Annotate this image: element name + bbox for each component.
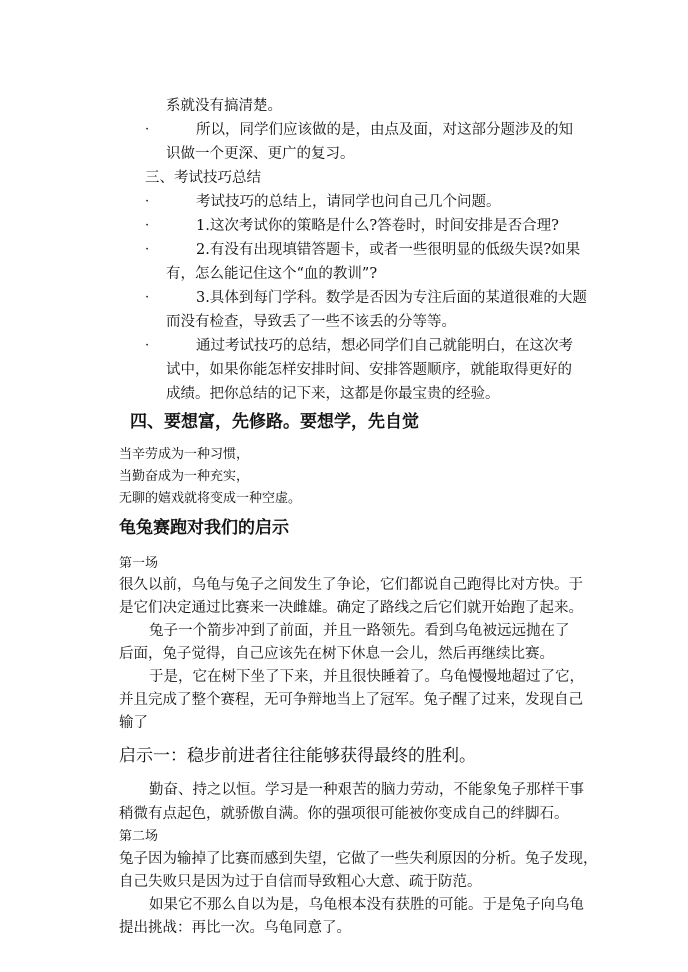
paragraph-line: 是它们决定通过比赛来一决雌雄。确定了路线之后它们就开始跑了起来。 — [119, 600, 583, 616]
bullet-icon: · — [145, 290, 150, 305]
paragraph-line: 识做一个更深、更广的复习。 — [166, 146, 355, 162]
list-item: 通过考试技巧的总结，想必同学们自己就能明白，在这次考 — [196, 338, 573, 354]
paragraph-line: 并且完成了整个赛程，无可争辩地当上了冠军。兔子醒了过来，发现自己 — [119, 692, 583, 708]
paragraph-line: 于是，它在树下坐了下来，并且很快睡着了。乌龟慢慢地超过了它， — [149, 669, 584, 685]
poem-line: 无聊的嬉戏就将变成一种空虚。 — [119, 491, 302, 506]
list-item: 考试技巧的总结上，请同学也问自己几个问题。 — [196, 194, 501, 210]
paragraph-line: 自己失败只是因为过于自信而导致粗心大意、疏于防范。 — [119, 874, 482, 890]
list-item: 1.这次考试你的策略是什么?答卷时，时间安排是否合理? — [196, 218, 559, 234]
list-item: 3.具体到每门学科。数学是否因为专注后面的某道很难的大题 — [196, 290, 587, 306]
round-label: 第二场 — [119, 829, 159, 844]
bullet-icon: · — [145, 338, 150, 353]
bullet-icon: · — [145, 218, 150, 233]
list-item-cont: 成绩。把你总结的记下来，这都是你最宝贵的经验。 — [166, 386, 500, 402]
paragraph-line: 所以，同学们应该做的是，由点及面，对这部分题涉及的知 — [196, 122, 573, 138]
bullet-icon: · — [145, 242, 150, 257]
bullet-icon: · — [145, 194, 150, 209]
list-item-cont: 试中，如果你能怎样安排时间、安排答题顺序，就能取得更好的 — [166, 362, 572, 378]
list-item-cont: 有，怎么能记住这个“血的教训”? — [166, 266, 378, 282]
paragraph-line: 后面，兔子觉得，自己应该先在树下休息一会儿，然后再继续比赛。 — [119, 646, 554, 662]
bullet-icon: · — [145, 122, 150, 137]
list-item-cont: 而没有检查，导致丢了一些不该丢的分等等。 — [166, 314, 456, 330]
paragraph-line: 勤奋、持之以恒。学习是一种艰苦的脑力劳动，不能象兔子那样干事 — [149, 782, 584, 798]
poem-line: 当勤奋成为一种充实， — [119, 469, 250, 484]
paragraph-line: 兔子一个箭步冲到了前面，并且一路领先。看到乌龟被远远抛在了 — [149, 623, 570, 639]
section-heading: 四、要想富，先修路。要想学，先自觉 — [130, 412, 419, 432]
list-item: 2.有没有出现填错答题卡，或者一些很明显的低级失误?如果 — [196, 242, 581, 258]
paragraph-line: 稍微有点起色，就骄傲自满。你的强项很可能被你变成自己的绊脚石。 — [119, 806, 569, 822]
lesson-heading: 启示一：稳步前进者往往能够获得最终的胜利。 — [119, 746, 476, 766]
paragraph-line: 如果它不那么自以为是，乌龟根本没有获胜的可能。于是兔子向乌龟 — [149, 897, 584, 913]
paragraph-line: 提出挑战：再比一次。乌龟同意了。 — [119, 920, 351, 936]
poem-line: 当辛劳成为一种习惯， — [119, 447, 250, 462]
round-label: 第一场 — [119, 556, 159, 571]
story-title: 龟兔赛跑对我们的启示 — [119, 518, 289, 538]
section-heading: 三、考试技巧总结 — [145, 170, 261, 186]
paragraph-line: 输了 — [119, 715, 148, 731]
paragraph-line: 很久以前，乌龟与兔子之间发生了争论，它们都说自己跑得比对方快。于 — [119, 577, 583, 593]
paragraph-line: 系就没有搞清楚。 — [166, 98, 282, 114]
paragraph-line: 兔子因为输掉了比赛而感到失望，它做了一些失利原因的分析。兔子发现， — [119, 851, 598, 867]
